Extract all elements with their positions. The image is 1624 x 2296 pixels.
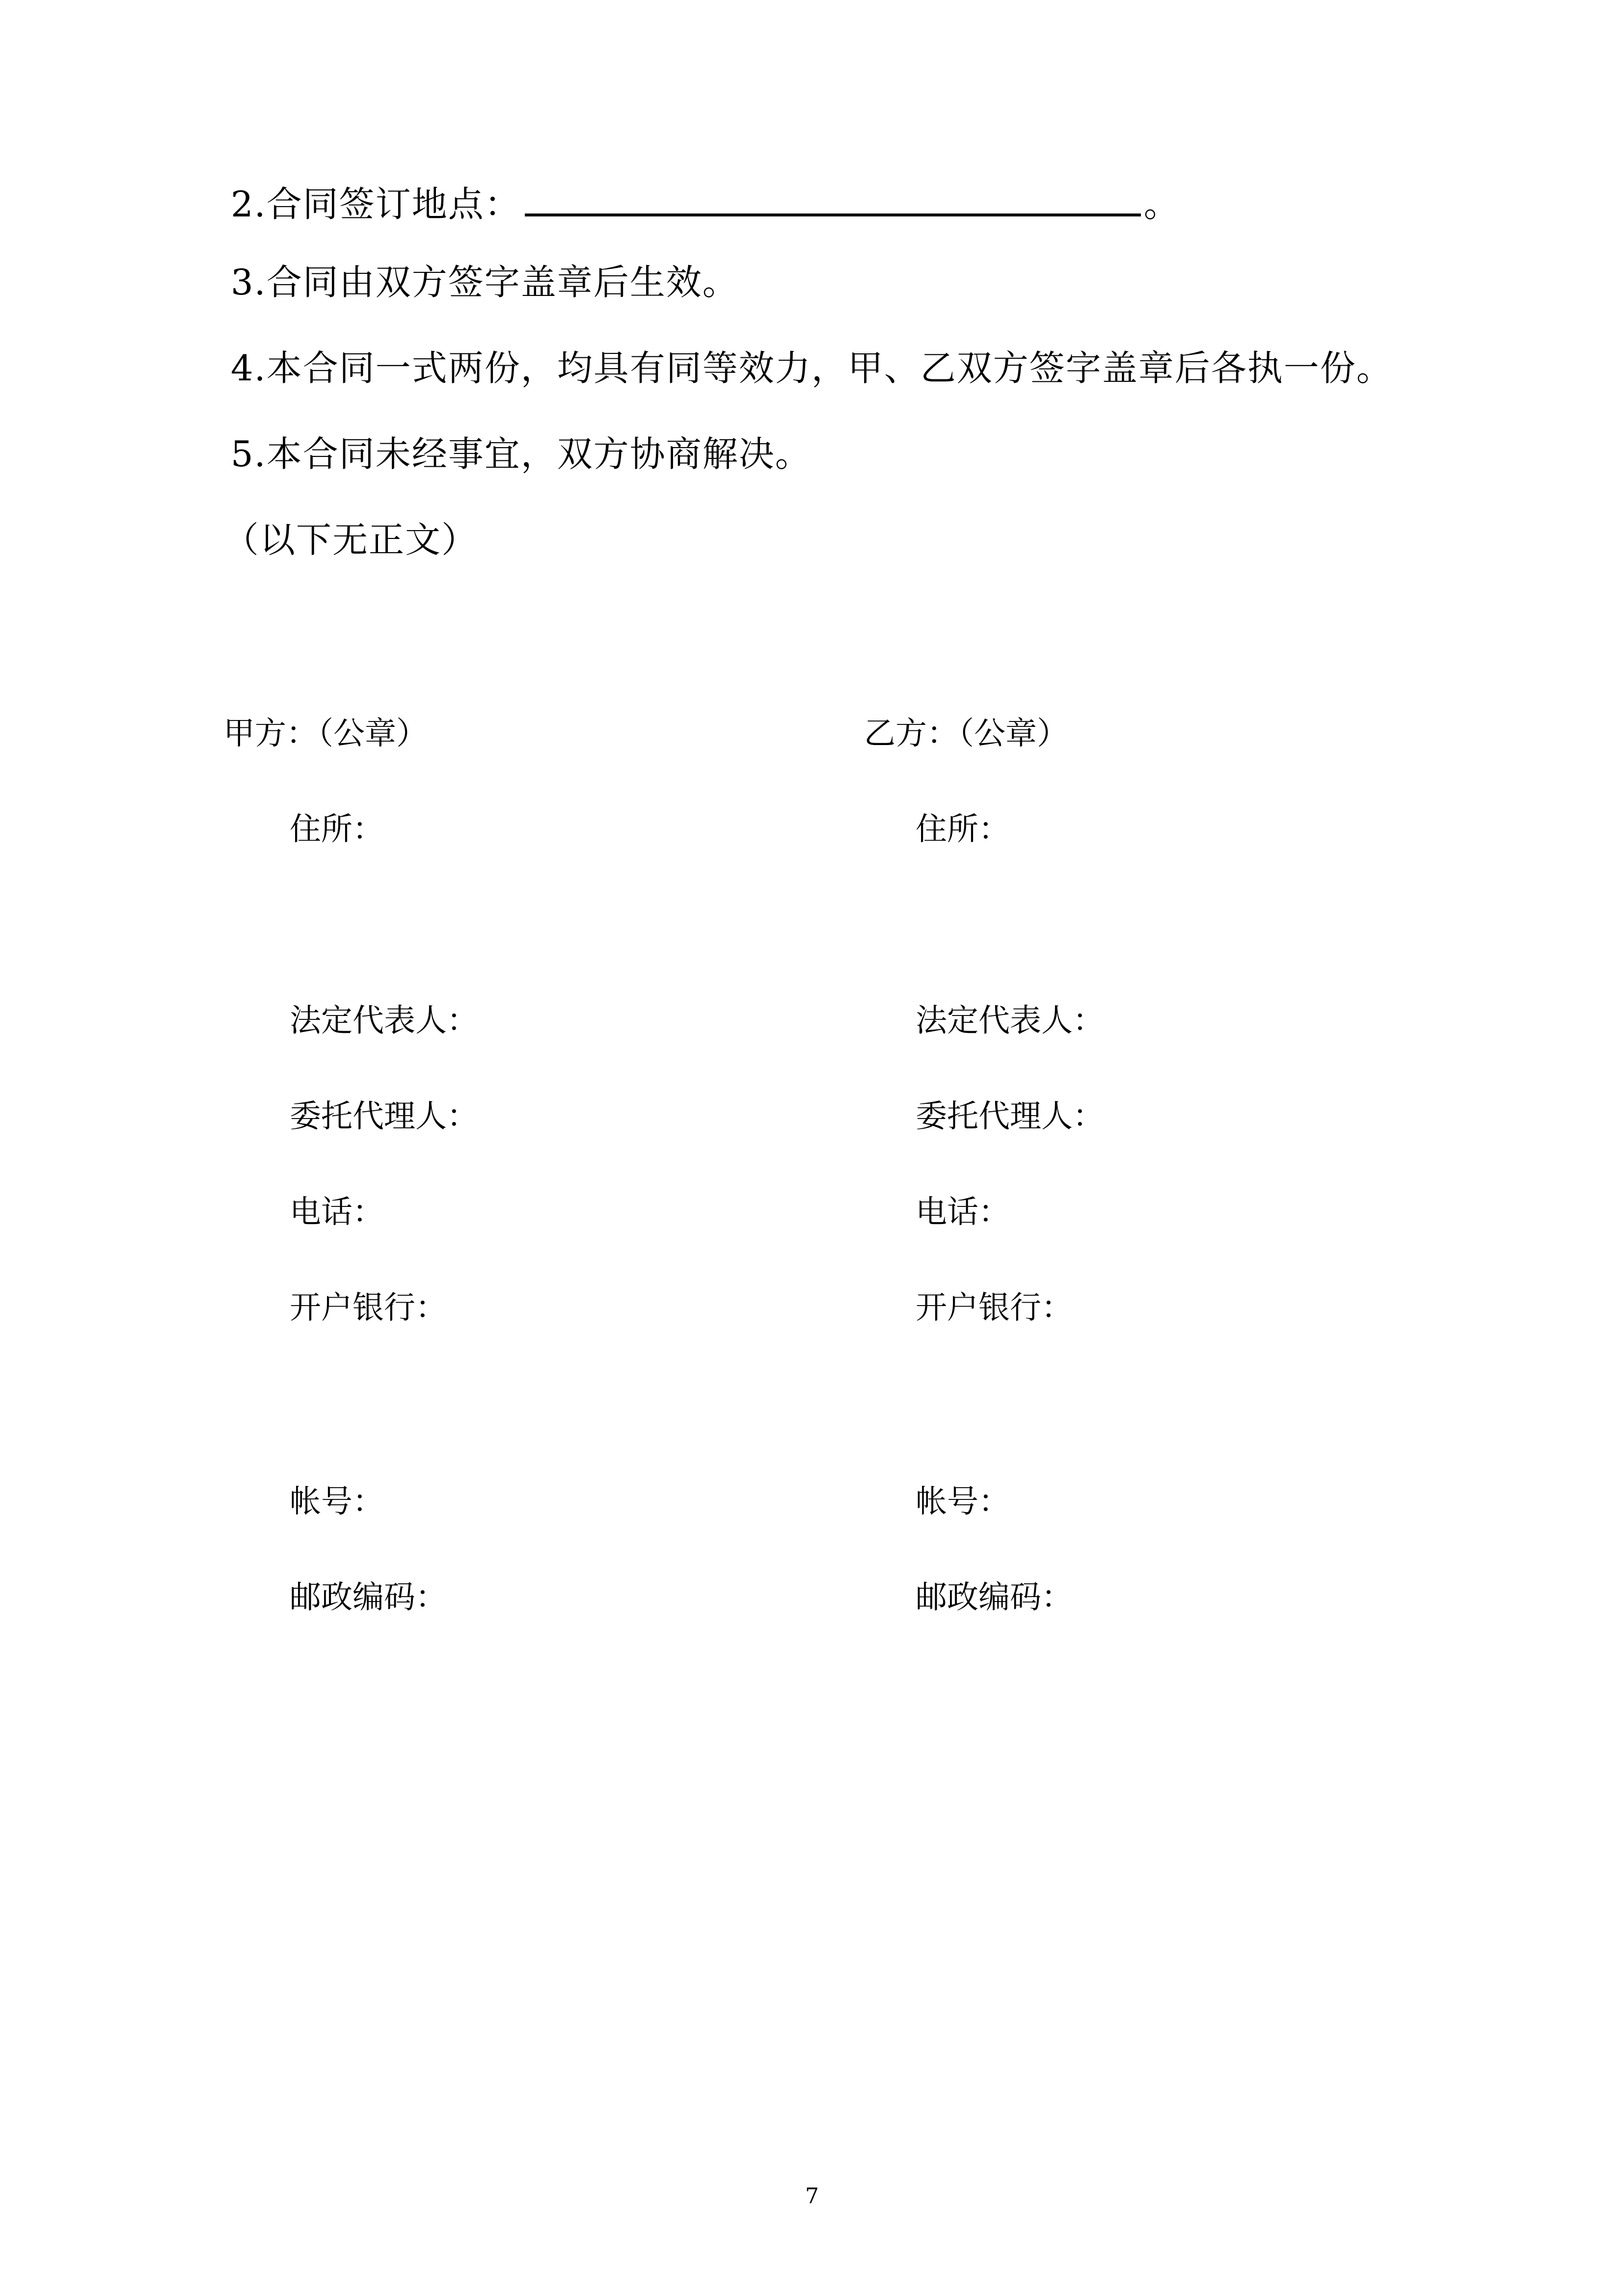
party-a-phone-label: 电话： [290,1194,384,1230]
party-a-heading: 甲方：（公章） [223,716,428,752]
party-b-legal-rep-label: 法定代表人： [916,1003,1104,1039]
party-b-agent-label: 委托代理人： [916,1098,1104,1135]
clause-signing-location-label: 2.合同签订地点： [231,184,521,225]
clause-unresolved-matters: 5.本合同未经事宜，双方协商解决。 [231,433,812,475]
party-b-postcode-label: 邮政编码： [916,1579,1073,1616]
party-b-account-label: 帐号： [916,1484,1010,1520]
end-of-text-note: （以下无正文） [223,519,478,561]
party-a-address-label: 住所： [290,811,384,848]
party-a-legal-rep-label: 法定代表人： [290,1003,478,1039]
party-a-agent-label: 委托代理人： [290,1098,478,1135]
clause-signing-location-suffix: 。 [1143,184,1180,225]
party-b-address-label: 住所： [916,811,1010,848]
party-b-bank-label: 开户银行： [916,1290,1073,1326]
clause-signing-location [231,174,1180,229]
party-b-phone-label: 电话： [916,1194,1010,1230]
signing-location-blank-line[interactable] [525,174,1141,216]
party-a-bank-label: 开户银行： [290,1290,447,1326]
clause-effective: 3.合同由双方签字盖章后生效。 [231,262,739,303]
clause-copies: 4.本合同一式两份，均具有同等效力，甲、乙双方签字盖章后各执一份。 [231,347,1393,389]
party-b-heading: 乙方：（公章） [864,716,1068,752]
party-a-postcode-label: 邮政编码： [290,1579,447,1616]
party-a-account-label: 帐号： [290,1484,384,1520]
page-number: 7 [805,2184,819,2209]
